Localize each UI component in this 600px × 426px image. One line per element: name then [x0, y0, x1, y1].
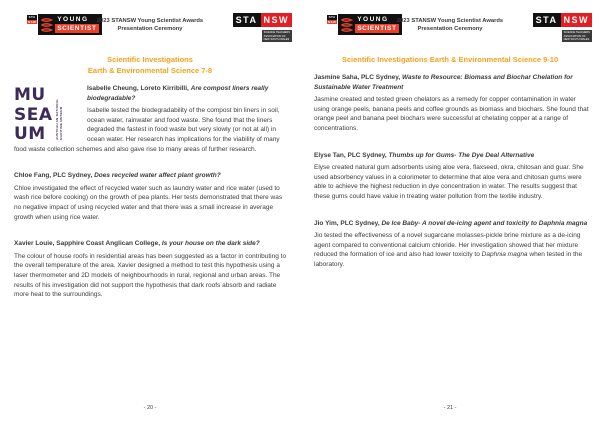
- stansw-logo: [533, 13, 592, 45]
- museaum-wordmark: MU SEA UM: [14, 85, 53, 144]
- page-body: [8, 84, 292, 300]
- page-number-21: - 21 -: [443, 405, 457, 411]
- entry-authors: Xavier Louie, Sapphire Coast Anglican College,: [14, 240, 162, 248]
- nsw-label: NSW: [561, 13, 593, 27]
- mini-sta-label: STA: [328, 15, 336, 19]
- entry-authors: Isabelle Cheung, Loreto Kirribilli,: [87, 85, 191, 92]
- section-heading-line1: Scientific Investigations Earth & Environmental Science 9-10: [341, 55, 559, 64]
- sta-label: STA: [233, 13, 261, 27]
- mini-sta-label: STA: [28, 15, 36, 19]
- entry-authors: Jio Yim, PLC Sydney,: [314, 219, 382, 227]
- entry-heading: [314, 73, 591, 92]
- entry-body: Elyse created natural gum adsorbents using aloe vera, flaxseed, okra, chitosan and guar. She used absorbency values in a colorimeter to determine that aloe vera and chitosan gums were able to achieve the highest reduction in dye concentration in water. The results suggest that these gums could have value in treating water pollution from the textile industry.: [314, 164, 584, 200]
- entry-body: Jio tested the effectiveness of a novel sugarcane molasses-pickle brine mixture as a de-icing agent compared to conventional calcium chloride. Her investigation showed that her mixture reduced the formation of ice and also had lower toxicity to Daphnia magna when tested in the laboratory.: [314, 232, 583, 268]
- section-heading-line2: Earth & Environmental Science 7-8: [87, 66, 213, 75]
- museaum-logo: [14, 84, 87, 142]
- entry-body: Jasmine created and tested green chelators as a remedy for copper contamination in water using orange peels, banana peels and coffee grounds as biomass and biochars. She found that orange peel and banana peel biochars were successful at chelating copper at a range of concentrations.: [314, 96, 589, 132]
- page-header: [8, 13, 292, 45]
- mini-nsw-label: NSW: [28, 19, 37, 24]
- entry-title: Are compost liners really biodegradable?: [87, 85, 269, 102]
- stansw-tagline: SCIENCE TEACHERS ASSOCIATION OF NEW SOUTH WALES: [563, 31, 590, 41]
- booklet-page-21: [308, 0, 592, 426]
- scientist-label: SCIENTIST: [357, 25, 397, 32]
- project-entry: [314, 73, 591, 134]
- section-heading-line1: Scientific Investigations: [107, 55, 193, 64]
- entry-title: Waste to Resource: Biomass and Biochar Chelation for Sustainable Water Treatment: [314, 74, 573, 91]
- entry-title: Thumbs up for Gums- The Dye Deal Alternative: [388, 151, 535, 159]
- entry-heading: [14, 239, 291, 249]
- stansw-logo: [233, 13, 292, 45]
- young-label: YOUNG: [357, 16, 389, 23]
- entry-body: The colour of house roofs in residential areas has been suggested as a factor in contributing to the overall temperature of the area. Xavier designed a method to test this hypothesis using a laser thermometer and 2D models of neighbourhoods in rural, regional and urban areas. The results of his investigation did not support the hypothesis that dark roofs absorb and radiate more heat to the surroundings.: [14, 252, 287, 299]
- booklet-title-line2: Presentation Ceremony: [417, 25, 483, 32]
- stansw-tagline: SCIENCE TEACHERS ASSOCIATION OF NEW SOUTH WALES: [263, 31, 290, 41]
- young-label: YOUNG: [57, 16, 89, 23]
- species-name-italic: Daphnia magna: [481, 251, 528, 259]
- entry-authors: Elyse Tan, PLC Sydney,: [314, 151, 389, 159]
- project-entry: [314, 151, 591, 202]
- booklet-title-line1: 2023 STANSW Young Scientist Awards: [396, 18, 504, 24]
- project-entry: [14, 84, 291, 154]
- page-number-20: - 20 -: [143, 405, 157, 411]
- page-body: [308, 73, 592, 270]
- booklet-page-20: [8, 0, 292, 426]
- project-entry: [314, 219, 591, 270]
- booklet-title-line1: 2023 STANSW Young Scientist Awards: [96, 18, 204, 24]
- project-entry: [14, 239, 291, 300]
- nsw-label: NSW: [261, 13, 293, 27]
- mini-nsw-label: NSW: [328, 19, 337, 24]
- scientist-label: SCIENTIST: [57, 25, 97, 32]
- entry-body: Isabelle tested the biodegradability of the compost bin liners in soil, ocean water, rainwater and food waste. She found that the liners degraded the fastest in food waste but very slowly (or not at all) in ocean water. Her research has implications for the viability of many food waste collection schemes and also gave rise to many areas of further research.: [14, 107, 280, 153]
- entry-heading: [314, 151, 591, 161]
- entry-title: De Ice Baby- A novel de-icing agent and toxicity to Daphnia magna: [381, 219, 588, 227]
- entry-authors: Chloe Fang, PLC Sydney,: [14, 172, 95, 180]
- page-header: [308, 13, 592, 45]
- entry-heading: [14, 171, 291, 181]
- project-entry: [14, 171, 291, 222]
- entry-body: Chloe investigated the effect of recycled water such as laundry water and rice water (used to wash rice before cooking) on the growth of pea plants. Her tests demonstrated that there was no negative impact of using recycled water and that there was a small increase in average growth when using rice water.: [14, 184, 283, 221]
- entry-title: Is your house on the dark side?: [161, 240, 260, 248]
- entry-heading: [314, 219, 591, 229]
- sta-label: STA: [533, 13, 561, 27]
- booklet-title-line2: Presentation Ceremony: [117, 25, 183, 32]
- section-heading-7-8: [8, 54, 292, 76]
- entry-title: Does recycled water affect plant growth?: [94, 172, 221, 180]
- museaum-vertical-text: AUSTRALIAN NATIONAL MARITIME MUSEUM: [54, 98, 63, 140]
- entry-authors: Jasmine Saha, PLC Sydney,: [314, 74, 403, 81]
- section-heading-9-10: [308, 54, 592, 65]
